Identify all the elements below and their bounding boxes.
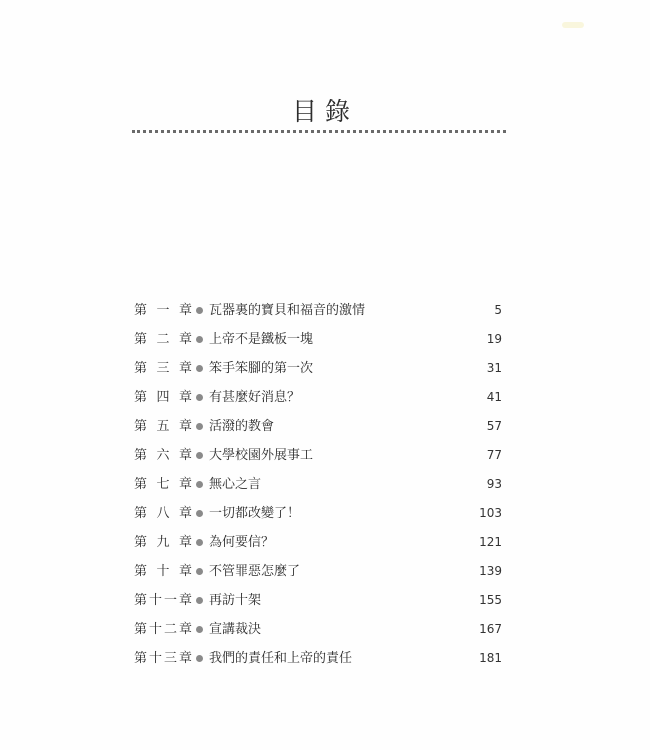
toc-chapter-title: 我們的責任和上帝的責任	[209, 651, 353, 666]
toc-chapter-label: 第八章	[134, 506, 192, 521]
bullet-dot-icon	[196, 481, 203, 488]
toc-chapter-label: 第一章	[134, 303, 192, 318]
bullet-dot-icon	[196, 394, 203, 401]
toc-chapter-label: 第六章	[134, 448, 192, 463]
toc-entry-8[interactable]	[134, 499, 502, 528]
toc-chapter-title: 活潑的教會	[209, 419, 275, 434]
toc-chapter-title: 再訪十架	[209, 593, 262, 608]
toc-chapter-title: 笨手笨腳的第一次	[209, 361, 314, 376]
toc-entry-10[interactable]	[134, 557, 502, 586]
toc-chapter-label: 第二章	[134, 332, 192, 347]
toc-entry-13[interactable]	[134, 644, 502, 673]
toc-entry-1[interactable]	[134, 296, 502, 325]
toc-chapter-label: 第九章	[134, 535, 192, 550]
toc-page-number: 139	[479, 564, 502, 578]
toc-page-number: 155	[479, 593, 502, 607]
toc-chapter-label: 第七章	[134, 477, 192, 492]
toc-chapter-title: 為何要信？	[209, 535, 275, 550]
toc-page-number: 77	[486, 448, 502, 462]
toc-chapter-title: 不管罪惡怎麼了	[209, 564, 301, 579]
toc-entry-5[interactable]	[134, 412, 502, 441]
toc-chapter-label: 第五章	[134, 419, 192, 434]
toc-entry-12[interactable]	[134, 615, 502, 644]
bullet-dot-icon	[196, 423, 203, 430]
toc-page-number: 57	[486, 419, 502, 433]
toc-chapter-title: 瓦器裏的寶貝和福音的激情	[209, 303, 366, 318]
bullet-dot-icon	[196, 597, 203, 604]
table-of-contents	[134, 296, 502, 673]
toc-page-number: 93	[486, 477, 502, 491]
toc-chapter-title: 一切都改變了！	[209, 506, 301, 521]
toc-page-number: 181	[479, 651, 502, 665]
toc-entry-9[interactable]	[134, 528, 502, 557]
bullet-dot-icon	[196, 365, 203, 372]
toc-page-number: 19	[486, 332, 502, 346]
toc-chapter-label: 第十二章	[134, 622, 192, 637]
toc-page-number: 31	[486, 361, 502, 375]
toc-page-number: 5	[494, 303, 502, 317]
toc-page-number: 103	[479, 506, 502, 520]
toc-page-number: 167	[479, 622, 502, 636]
toc-chapter-label: 第十一章	[134, 593, 192, 608]
toc-chapter-title: 大學校園外展事工	[209, 448, 314, 463]
toc-page-number: 41	[486, 390, 502, 404]
toc-chapter-label: 第三章	[134, 361, 192, 376]
bullet-dot-icon	[196, 307, 203, 314]
bullet-dot-icon	[196, 336, 203, 343]
toc-entry-4[interactable]	[134, 383, 502, 412]
toc-entry-2[interactable]	[134, 325, 502, 354]
title-dotted-divider	[132, 130, 506, 133]
toc-page-number: 121	[479, 535, 502, 549]
bullet-dot-icon	[196, 510, 203, 517]
page-corner-mark	[562, 22, 584, 28]
toc-chapter-label: 第十三章	[134, 651, 192, 666]
page-title: 目錄	[291, 97, 358, 126]
toc-chapter-title: 無心之言	[209, 477, 262, 492]
toc-entry-3[interactable]	[134, 354, 502, 383]
bullet-dot-icon	[196, 655, 203, 662]
bullet-dot-icon	[196, 452, 203, 459]
toc-chapter-label: 第四章	[134, 390, 192, 405]
toc-chapter-title: 宣講裁決	[209, 622, 262, 637]
toc-entry-6[interactable]	[134, 441, 502, 470]
toc-chapter-title: 有甚麼好消息？	[209, 390, 301, 405]
toc-entry-7[interactable]	[134, 470, 502, 499]
bullet-dot-icon	[196, 568, 203, 575]
bullet-dot-icon	[196, 539, 203, 546]
bullet-dot-icon	[196, 626, 203, 633]
toc-chapter-label: 第十章	[134, 564, 192, 579]
toc-chapter-title: 上帝不是鐵板一塊	[209, 332, 314, 347]
toc-entry-11[interactable]	[134, 586, 502, 615]
